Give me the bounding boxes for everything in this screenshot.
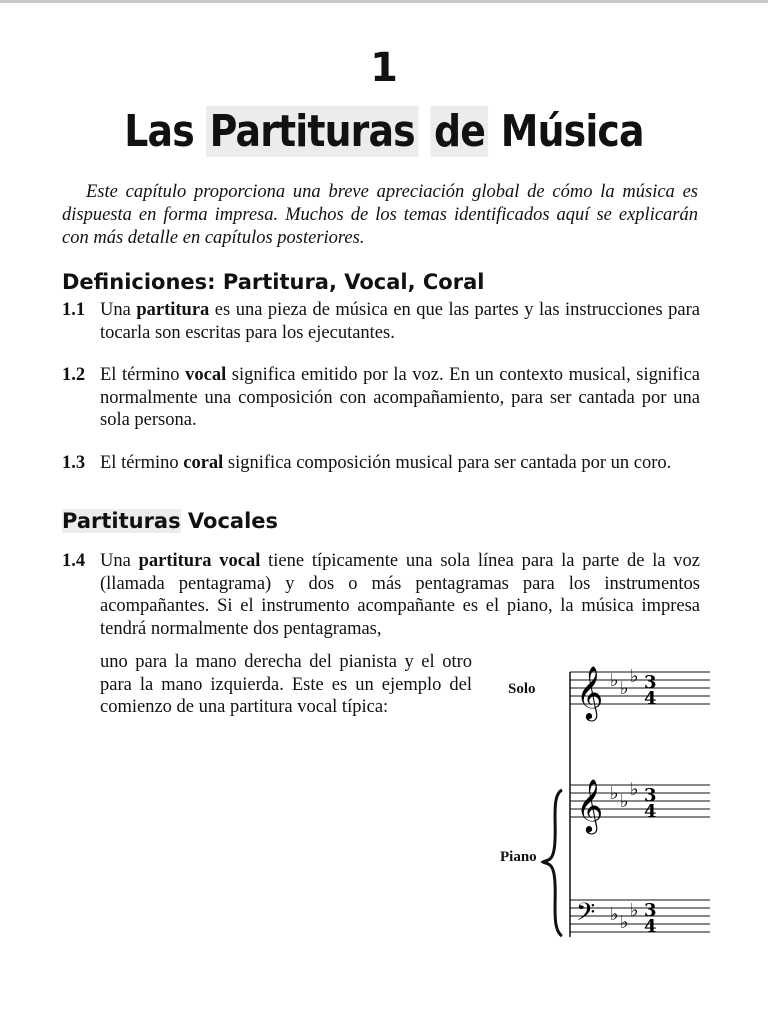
item-number: 1.1: [62, 300, 86, 320]
time-signature-bottom: 4: [644, 916, 657, 937]
item-term: vocal: [185, 365, 227, 385]
flat-icon: ♭: [630, 666, 639, 687]
piano-brace: [543, 790, 562, 936]
flat-icon: ♭: [630, 779, 639, 800]
chapter-intro: Este capítulo proporciona una breve apreciación global de cómo la música es dispuesta en forma impresa. Muchos de los temas identificados aquí se explicarán con más detalle en capítulos posteriores.: [62, 182, 698, 248]
item-text: [100, 452, 700, 475]
title-part-5: Música: [488, 106, 644, 157]
score-example: [496, 650, 720, 950]
item-1-3: [62, 452, 700, 475]
flat-icon: ♭: [610, 904, 619, 925]
section-heading-definitions: Definiciones: Partitura, Vocal, Coral: [62, 270, 485, 294]
solo-label: Solo: [508, 681, 536, 697]
item-text: [100, 299, 700, 344]
section-heading-part-2: Vocales: [180, 509, 279, 533]
item-1-2: [62, 364, 700, 432]
item-text-pre: Una: [100, 300, 137, 320]
time-signature-top: 3: [644, 785, 657, 806]
bass-clef-icon: 𝄢: [576, 898, 596, 933]
item-text-pre: El término: [100, 365, 186, 385]
item-text-post: tiene típicamente una sola línea para la parte de la voz (llamada pentagrama) y dos o más pentagramas para los instrumentos acompañantes. Si el instrumento acompañante es el piano, la música impresa tendrá normalmente dos pentagramas,: [100, 551, 701, 639]
item-text-pre: Una: [100, 551, 139, 571]
item-term: partitura: [136, 300, 210, 320]
treble-clef-icon: 𝄞: [576, 778, 604, 832]
item-text: [100, 364, 700, 432]
flat-icon: ♭: [630, 900, 639, 921]
item-text: [100, 550, 700, 640]
chapter-number: 1: [370, 45, 398, 91]
item-1-4-continued: uno para la mano derecha del pianista y el otro para la mano izquierda. Este es un ejemplo del comienzo de una partitura vocal típica:: [100, 652, 472, 717]
section-heading-vocal-scores: [62, 507, 278, 535]
item-text-post: significa emitido por la voz. En un contexto musical, significa normalmente una composición con acompañamiento, para ser cantada por una sola persona.: [100, 365, 700, 430]
title-part-3: [418, 106, 430, 157]
time-signature-bottom: 4: [644, 688, 657, 709]
item-number: 1.2: [62, 365, 86, 385]
top-border: [0, 0, 768, 3]
title-part-1: Las: [124, 106, 207, 157]
item-term: partitura vocal: [138, 551, 261, 571]
title-part-4: de: [431, 106, 489, 157]
flat-icon: ♭: [620, 912, 629, 933]
item-1-1: [62, 299, 700, 344]
time-signature-top: 3: [644, 900, 657, 921]
item-number: 1.3: [62, 453, 86, 473]
item-text-post: significa composición musical para ser cantada por un coro.: [223, 453, 672, 473]
flat-icon: ♭: [620, 791, 629, 812]
item-term: coral: [183, 453, 224, 473]
time-signature-bottom: 4: [644, 801, 657, 822]
section-heading-part-1: Partituras: [62, 509, 181, 533]
treble-clef-icon: 𝄞: [576, 665, 604, 719]
flat-icon: ♭: [610, 783, 619, 804]
item-text-post: es una pieza de música en que las partes y las instrucciones para tocarla son escritas para los ejecutantes.: [100, 300, 700, 343]
score-svg: [496, 650, 720, 950]
flat-icon: ♭: [610, 670, 619, 691]
item-number: 1.4: [62, 551, 86, 571]
flat-icon: ♭: [620, 678, 629, 699]
chapter-title: [54, 104, 714, 160]
item-text-pre: El término: [100, 453, 184, 473]
time-signature-top: 3: [644, 672, 657, 693]
item-1-4: [62, 550, 700, 640]
title-part-2: Partituras: [206, 106, 418, 157]
piano-label: Piano: [500, 849, 537, 865]
